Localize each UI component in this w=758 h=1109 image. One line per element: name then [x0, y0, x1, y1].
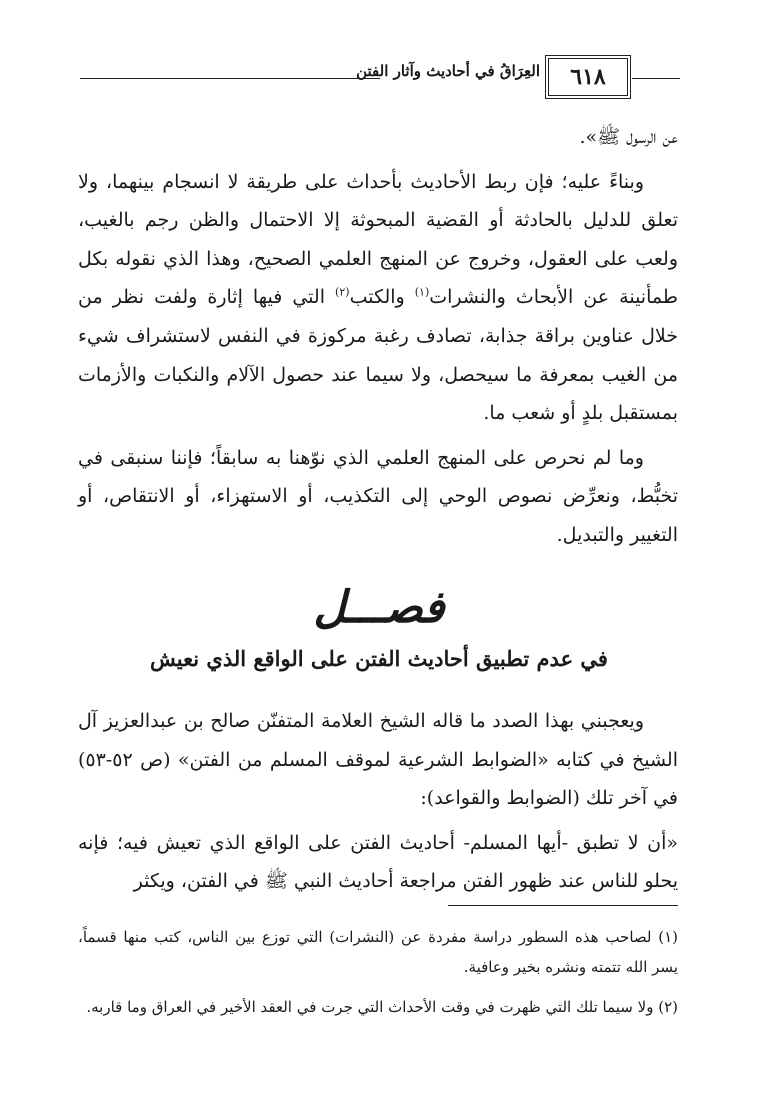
section-subtitle: في عدم تطبيق أحاديث الفتن على الواقع الذي نعيش [150, 646, 608, 671]
footnotes [78, 922, 678, 1032]
paragraph-2-mid: والكتب [349, 286, 415, 309]
footnote-1: (١) لصاحب هذه السطور دراسة مفردة عن (النشرات) التي توزع بين الناس، كتب منها قسماً، يسر الله تتمته ونشره بخير وعافية. [78, 928, 678, 976]
paragraph-2 [78, 163, 678, 433]
section-heading: فصـــل [313, 582, 445, 633]
page-number: ٦١٨ [548, 58, 628, 96]
header-rule-left [80, 78, 380, 79]
main-text [78, 118, 678, 555]
footnote-2: (٢) ولا سيما تلك التي ظهرت في وقت الأحداث التي جرت في العقد الأخير في العراق وما قاربه. [86, 998, 678, 1016]
paragraph-2-end: التي فيها إثارة ولفت نظر من خلال عناوين براقة جذابة، تصادف رغبة مركوزة في النفس لاستشراف شيء من الغيب بمعرفة ما سيحصل، ولا سيما عند حصول الآلام والنكبات والأزمات بمستقبل بلدٍ أو شعب ما. [78, 286, 678, 425]
paragraph-5: «أن لا تطبق -أيها المسلم- أحاديث الفتن على الواقع الذي تعيش فيه؛ فإنه يحلو للناس عند ظهور الفتن مراجعة أحاديث النبي ﷺ في الفتن، ويكثر [78, 831, 678, 893]
paragraph-2-text: وبناءً عليه؛ فإن ربط الأحاديث بأحداث على طريقة لا انسجام بينهما، ولا تعلق للدليل بالحادثة أو القضية المبحوثة إلا الاحتمال والظن رجم بالغيب، ولعب على العقول، وخروج عن المنهج العلمي الصحيح، وهذا الذي نقوله بكل طمأنينة عن الأبحاث والنشرات [78, 170, 678, 309]
running-title: العِرَاقُ في أحاديث وآثار الفتن [356, 62, 540, 80]
footnote-separator [448, 905, 678, 906]
paragraph-3: وما لم نحرص على المنهج العلمي الذي نوّهنا به سابقاً؛ فإننا سنبقى في تخبُّط، ونعرِّض نصوص الوحي إلى التكذيب، أو الاستهزاء، أو الانتقاص، أو التغيير والتبديل. [78, 446, 678, 546]
paragraph-4: ويعجبني بهذا الصدد ما قاله الشيخ العلامة المتفنّن صالح بن عبدالعزيز آل الشيخ في كتابه «الضوابط الشرعية لموقف المسلم من الفتن» (ص ٥٢-٥٣) في آخر تلك (الضوابط والقواعد): [78, 710, 678, 810]
header-rule-right [632, 78, 680, 79]
page-header [80, 58, 680, 98]
main-text-2 [78, 702, 678, 901]
footnote-ref-1: (١) [414, 286, 430, 300]
paragraph-1: عن الرسول ﷺ». [579, 126, 678, 148]
footnote-ref-2: (٢) [335, 286, 350, 300]
